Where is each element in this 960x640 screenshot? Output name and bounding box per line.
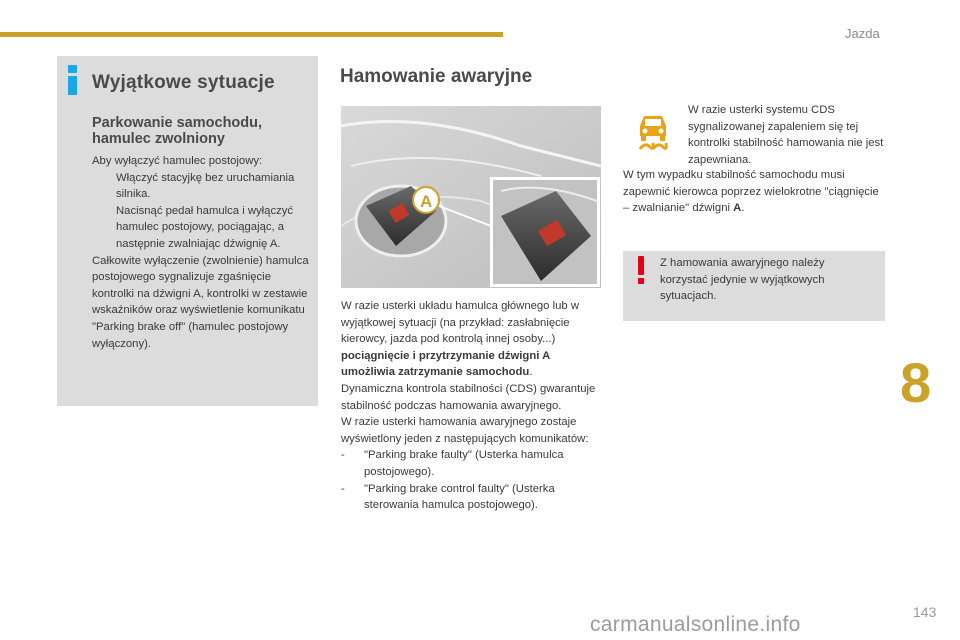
bullet-icon bbox=[92, 203, 116, 253]
paragraph: Dynamiczna kontrola stabilności (CDS) gwarantuje stabilność podczas hamowania awaryjnego. bbox=[341, 382, 596, 412]
warning-text: Z hamowania awaryjnego należy korzystać jedynie w wyjątkowych sytuacjach. bbox=[660, 257, 825, 303]
info-body bbox=[92, 153, 314, 352]
lever-label: A bbox=[420, 192, 433, 211]
info-after: Całkowite wyłączenie (zwolnienie) hamulca postojowego sygnalizuje zgaśnięcie kontrolki na dźwigni A, kontrolki w zestawie wskaźników oraz wyświetlenie komunikatu "Parking brake off" (hamulec postojowy wyłączony). bbox=[92, 254, 309, 350]
main-body bbox=[341, 298, 606, 514]
stability-control-icon bbox=[636, 112, 670, 152]
message-text: "Parking brake faulty" (Usterka hamulca postojowego). bbox=[364, 449, 564, 478]
info-icon bbox=[63, 63, 82, 95]
page-title: Hamowanie awaryjne bbox=[340, 66, 533, 87]
list-item bbox=[92, 203, 314, 253]
header-accent-bar bbox=[0, 32, 503, 37]
bold-text: pociągnięcie i przytrzymanie dźwigni A umożliwia zatrzymanie samochodu bbox=[341, 349, 550, 379]
section-name: Jazda bbox=[845, 26, 880, 41]
bullet-text: Nacisnąć pedał hamulca i wyłączyć hamulec postojowy, pociągając, a następnie zwalniając dźwignię A. bbox=[116, 204, 294, 250]
dash-marker: - bbox=[341, 482, 345, 495]
bullet-icon bbox=[92, 170, 116, 203]
watermark: carmanualsonline.info bbox=[590, 613, 801, 636]
parking-brake-illustration bbox=[341, 106, 601, 288]
warning-icon bbox=[636, 256, 646, 286]
paragraph: W razie usterki hamowania awaryjnego zostaje wyświetlony jeden z następujących komunikatów: bbox=[341, 416, 589, 445]
list-item bbox=[341, 481, 606, 514]
bold-text: A bbox=[733, 202, 742, 215]
bullet-text: Włączyć stacyjkę bez uruchamiania silnika. bbox=[116, 171, 295, 201]
page-number: 143 bbox=[913, 604, 937, 620]
chapter-number: 8 bbox=[900, 351, 932, 414]
cds-text: W razie usterki systemu CDS sygnalizowanej zapaleniem się tej kontrolki stabilność hamowania nie jest zapewniana. bbox=[688, 104, 884, 166]
list-item bbox=[341, 447, 606, 480]
message-text: "Parking brake control faulty" (Usterka sterowania hamulca postojowego). bbox=[364, 482, 555, 512]
info-title: Wyjątkowe sytuacje bbox=[92, 72, 275, 93]
dash-marker: - bbox=[341, 449, 345, 462]
list-item bbox=[92, 170, 314, 203]
info-subtitle: Parkowanie samochodu, hamulec zwolniony bbox=[92, 115, 263, 147]
cds-text-2: W tym wypadku stabilność samochodu musi zapewnić kierowca poprzez wielokrotne "ciągnięcie – zwalnianie" dźwigni A. bbox=[623, 169, 879, 215]
info-intro: Aby wyłączyć hamulec postojowy: bbox=[92, 155, 263, 167]
paragraph: W razie usterki układu hamulca głównego lub w wyjątkowej sytuacji (na przykład: zasłabnięcie kierowcy, jazda pod kontrolą innej osoby...) pociągnięcie i przytrzymanie dźwigni A umożliwia zatrzymanie samochodu. bbox=[341, 300, 579, 379]
